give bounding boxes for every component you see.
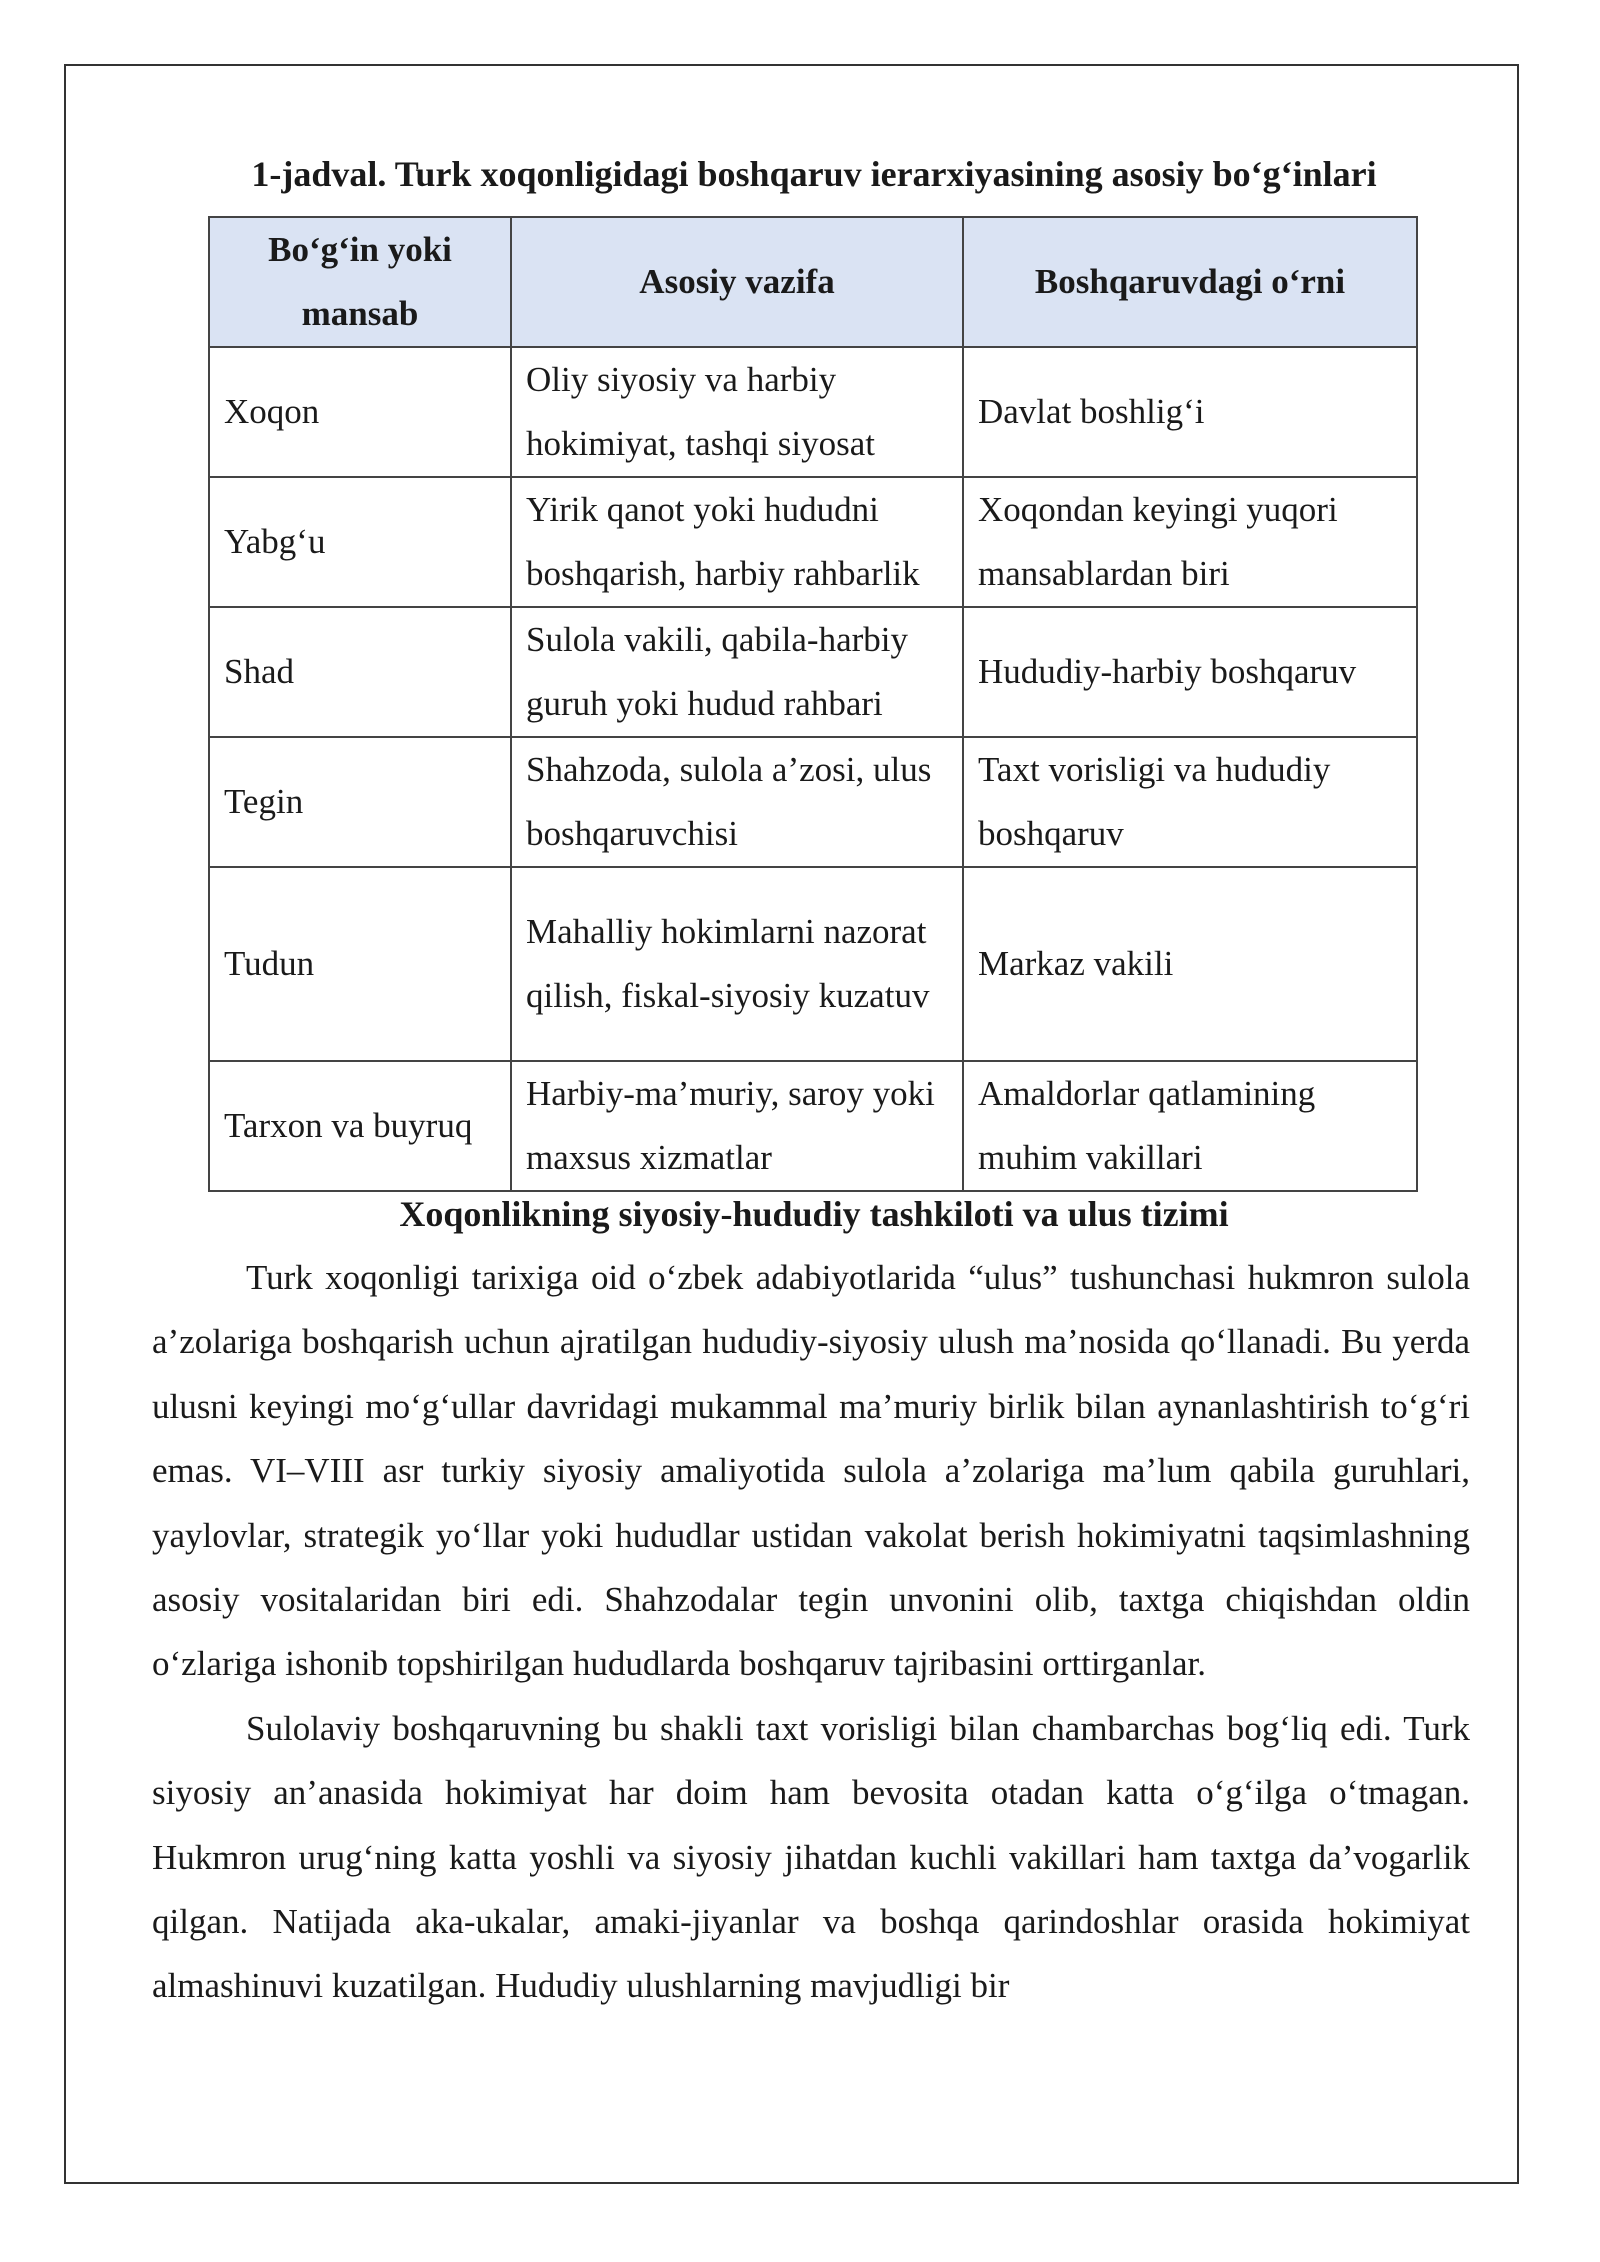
hierarchy-table xyxy=(208,216,1418,1192)
table-cell: Yabg‘u xyxy=(209,477,511,607)
table-cell: Hududiy-harbiy boshqaruv xyxy=(963,607,1417,737)
paragraph: Sulolaviy boshqaruvning bu shakli taxt vorisligi bilan chambarchas bog‘liq edi. Turk siyosiy an’anasida hokimiyat har doim ham bevosita otadan katta o‘g‘ilga o‘tmagan. Hukmron urug‘ning katta yoshli va siyosiy jihatdan kuchli vakillari ham taxtga da’vogarlik qilgan. Natijada aka-ukalar, amaki-jiyanlar va boshqa qarindoshlar orasida hokimiyat almashinuvi kuzatilgan. Hududiy ulushlarning mavjudligi bir xyxy=(152,1708,1470,2006)
table-row xyxy=(209,477,1417,607)
table-cell: Taxt vorisligi va hududiy boshqaruv xyxy=(963,737,1417,867)
table-caption: 1-jadval. Turk xoqonligidagi boshqaruv ierarxiyasining asosiy bo‘g‘inlari xyxy=(251,154,1377,194)
table-row xyxy=(209,347,1417,477)
table-cell: Xoqon xyxy=(209,347,511,477)
table-cell: Xoqondan keyingi yuqori mansablardan biri xyxy=(963,477,1417,607)
body-text xyxy=(152,1246,1470,2019)
table-cell: Tegin xyxy=(209,737,511,867)
table-cell: Harbiy-ma’muriy, saroy yoki maxsus xizmatlar xyxy=(511,1061,963,1191)
table-cell: Shahzoda, sulola a’zosi, ulus boshqaruvchisi xyxy=(511,737,963,867)
section-heading: Xoqonlikning siyosiy-hududiy tashkiloti va ulus tizimi xyxy=(399,1194,1229,1234)
header-cell-function: Asosiy vazifa xyxy=(511,217,963,347)
table-header-row xyxy=(209,217,1417,347)
table-cell: Tudun xyxy=(209,867,511,1061)
table-cell: Tarxon va buyruq xyxy=(209,1061,511,1191)
table-cell: Mahalliy hokimlarni nazorat qilish, fiskal-siyosiy kuzatuv xyxy=(511,867,963,1061)
table-cell: Markaz vakili xyxy=(963,867,1417,1061)
table-row xyxy=(209,867,1417,1061)
header-cell-position: Bo‘g‘in yoki mansab xyxy=(209,217,511,347)
header-cell-role: Boshqaruvdagi o‘rni xyxy=(963,217,1417,347)
table-cell: Yirik qanot yoki hududni boshqarish, harbiy rahbarlik xyxy=(511,477,963,607)
table-row xyxy=(209,737,1417,867)
table-row xyxy=(209,607,1417,737)
table-row xyxy=(209,1061,1417,1191)
table-cell: Shad xyxy=(209,607,511,737)
table-cell: Oliy siyosiy va harbiy hokimiyat, tashqi siyosat xyxy=(511,347,963,477)
table-cell: Davlat boshlig‘i xyxy=(963,347,1417,477)
table-cell: Sulola vakili, qabila-harbiy guruh yoki hudud rahbari xyxy=(511,607,963,737)
paragraph: Turk xoqonligi tarixiga oid o‘zbek adabiyotlarida “ulus” tushunchasi hukmron sulola a’zolariga boshqarish uchun ajratilgan hududiy-siyosiy ulush ma’nosida qo‘llanadi. Bu yerda ulusni keyingi mo‘g‘ullar davridagi mukammal ma’muriy birlik bilan aynanlashtirish to‘g‘ri emas. VI–VIII asr turkiy siyosiy amaliyotida sulola a’zolariga ma’lum qabila guruhlari, yaylovlar, strategik yo‘llar yoki hududlar ustidan vakolat berish hokimiyatni taqsimlashning asosiy vositalaridan biri edi. Shahzodalar tegin unvonini olib, taxtga chiqishdan oldin o‘zlariga ishonib topshirilgan hududlarda boshqaruv tajribasini orttirganlar. xyxy=(152,1258,1470,1684)
table-cell: Amaldorlar qatlamining muhim vakillari xyxy=(963,1061,1417,1191)
